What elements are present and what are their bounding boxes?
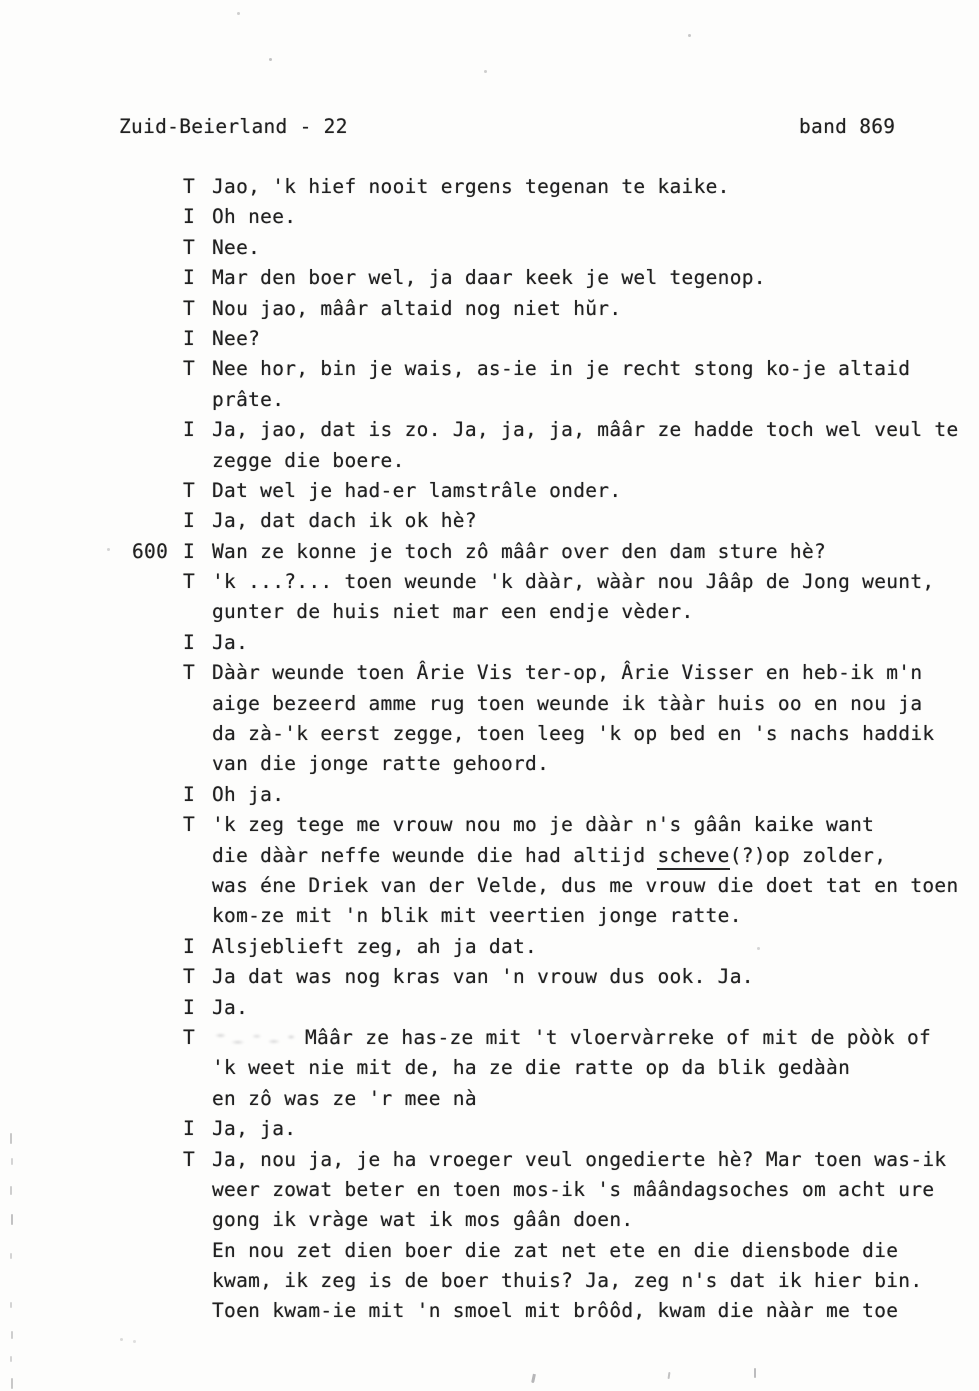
line-text — [212, 446, 977, 476]
line-text — [212, 719, 977, 749]
text-segment: Dat wel je had-er lamstrâle onder. — [212, 478, 622, 502]
transcript-line — [132, 324, 977, 354]
line-text — [212, 1266, 977, 1296]
line-text — [212, 415, 977, 445]
page-header-band-number: band 869 — [799, 115, 896, 138]
line-text — [212, 202, 977, 232]
scan-speck — [757, 947, 760, 950]
transcript-line — [132, 780, 977, 810]
text-segment: die dààr neffe weunde die had altijd — [212, 843, 658, 867]
line-text — [212, 871, 977, 901]
text-segment: Ja. — [212, 630, 249, 654]
text-segment: kom-ze mit 'n blik mit veertien jonge ratte. — [212, 904, 742, 928]
transcript-line — [132, 1023, 977, 1053]
scan-margin-mark — [11, 1331, 13, 1339]
line-text — [212, 233, 977, 263]
text-segment: Mââr ze has-ze mit 't vloervàrreke of mit de pòòk of — [305, 1025, 932, 1049]
speaker-label: I — [183, 205, 196, 229]
text-segment: 'k ...?... toen weunde 'k dààr, wààr nou Jââp de Jong weunt, — [212, 570, 935, 594]
line-text — [212, 1053, 977, 1083]
transcript-line — [132, 628, 977, 658]
transcript-line — [132, 446, 977, 476]
transcript-line — [132, 841, 977, 871]
text-segment: Jao, 'k hief nooit ergens tegenan te kaike. — [212, 175, 730, 198]
transcript-line — [132, 1175, 977, 1205]
text-segment: Oh ja. — [212, 782, 285, 806]
text-segment: zegge die boere. — [212, 448, 405, 472]
scan-apostrophe-mark — [668, 1372, 671, 1379]
line-text — [212, 294, 977, 324]
line-text — [212, 780, 977, 810]
speaker-label: T — [183, 357, 196, 381]
text-segment: Oh nee. — [212, 205, 297, 229]
speaker-label: T — [183, 1025, 196, 1049]
line-text — [212, 689, 977, 719]
transcript-line — [132, 1053, 977, 1083]
speaker-label: T — [183, 661, 196, 685]
text-segment: was éne Driek van der Velde, dus me vrouw die doet tat en toen — [212, 873, 959, 897]
speaker-label: I — [183, 1117, 196, 1141]
text-segment: weer zowat beter en toen mos-ik 's mâândagsoches om acht ure — [212, 1177, 935, 1201]
transcript-line — [132, 597, 977, 627]
line-text — [212, 932, 977, 962]
transcript-line — [132, 294, 977, 324]
transcript-line — [132, 1205, 977, 1235]
transcript-line — [132, 1296, 977, 1326]
transcript-line — [132, 689, 977, 719]
line-text — [212, 841, 977, 871]
scan-comma-mark — [531, 1374, 536, 1383]
transcript-line — [132, 233, 977, 263]
text-segment: gong ik vràge wat ik mos gâân doen. — [212, 1208, 634, 1232]
transcript-line — [132, 810, 977, 840]
speaker-label: I — [183, 509, 196, 533]
speaker-label: T — [183, 813, 196, 837]
transcript-line — [132, 263, 977, 293]
text-segment: kwam, ik zeg is de boer thuis? Ja, zeg n's dat ik hier bin. — [212, 1269, 923, 1293]
scan-margin-mark — [11, 1214, 13, 1225]
transcript-line — [132, 1266, 977, 1296]
scan-margin-mark — [10, 1356, 12, 1362]
transcript-line — [132, 506, 977, 536]
speaker-label: I — [183, 539, 196, 563]
transcript-line — [132, 1236, 977, 1266]
text-segment: En nou zet dien boer die zat net ete en die diensbode die — [212, 1238, 899, 1262]
text-segment: van die jonge ratte gehoord. — [212, 752, 550, 776]
text-segment: Nou jao, mââr altaid nog niet hŭr. — [212, 296, 622, 320]
line-text — [212, 506, 977, 536]
scan-margin-mark — [10, 1253, 12, 1259]
text-segment: Dààr weunde toen Ârie Vis ter-op, Ârie Visser en heb-ik m'n — [212, 661, 923, 685]
text-segment: Toen kwam-ie mit 'n smoel mit brôôd, kwam die nààr me toe — [212, 1299, 899, 1323]
scan-margin-mark — [11, 1378, 13, 1389]
text-segment: Ja, dat dach ik ok hè? — [212, 509, 477, 533]
text-segment: Ja, nou ja, je ha vroeger veul ongedierte hè? Mar toen was-ik — [212, 1147, 947, 1171]
speaker-label: T — [183, 175, 196, 198]
text-segment: aige bezeerd amme rug toen weunde ik tààr huis oo en nou ja — [212, 691, 923, 715]
transcript-line — [132, 1084, 977, 1114]
line-text — [212, 1023, 977, 1053]
line-text — [212, 263, 977, 293]
scan-speck — [107, 548, 110, 551]
line-text — [212, 385, 977, 415]
text-segment: gunter de huis niet mar een endje vèder. — [212, 600, 694, 624]
scan-margin-mark — [10, 1186, 12, 1195]
line-text — [212, 537, 977, 567]
scan-margin-mark — [10, 1133, 12, 1144]
speaker-label: T — [183, 478, 196, 502]
transcript — [132, 172, 977, 1327]
text-segment: prâte. — [212, 387, 285, 411]
transcript-line — [132, 1145, 977, 1175]
transcript-line — [132, 415, 977, 445]
text-segment: Nee? — [212, 326, 261, 350]
text-segment: da zà-'k eerst zegge, toen leeg 'k op bed en 's nachs haddik — [212, 722, 935, 746]
scan-speck — [484, 70, 487, 73]
text-segment: Ja, ja. — [212, 1117, 297, 1141]
transcript-line — [132, 993, 977, 1023]
transcript-line — [132, 871, 977, 901]
transcript-line — [132, 658, 977, 688]
text-segment: 'k zeg tege me vrouw nou mo je dààr n's gâân kaike want — [212, 813, 875, 837]
line-text — [212, 628, 977, 658]
line-text — [212, 1296, 977, 1326]
speaker-label: I — [183, 782, 196, 806]
speaker-label: I — [183, 266, 196, 290]
speaker-label: T — [183, 570, 196, 594]
speaker-label: I — [183, 934, 196, 958]
text-segment: Ja dat was nog kras van 'n vrouw dus ook. Ja. — [212, 965, 754, 989]
text-segment: Ja, jao, dat is zo. Ja, ja, ja, mââr ze hadde toch wel veul te — [212, 418, 959, 442]
speaker-label: I — [183, 995, 196, 1019]
line-text — [212, 1084, 977, 1114]
speaker-label: I — [183, 418, 196, 442]
transcript-line — [132, 202, 977, 232]
line-text — [212, 1145, 977, 1175]
scan-tick-mark — [754, 1368, 756, 1378]
line-text — [212, 658, 977, 688]
text-segment: Nee. — [212, 235, 261, 259]
line-text — [212, 567, 977, 597]
transcript-line — [132, 172, 977, 202]
transcript-line — [132, 962, 977, 992]
line-text — [212, 901, 977, 931]
text-segment: Ja. — [212, 995, 249, 1019]
scan-margin-mark — [10, 1302, 12, 1308]
text-segment: 'k weet nie mit de, ha ze die ratte op da blik gedààn — [212, 1056, 851, 1080]
transcript-line — [132, 719, 977, 749]
speaker-label: I — [183, 326, 196, 350]
underlined-word: scheve — [657, 844, 729, 870]
line-text — [212, 1205, 977, 1235]
text-segment: en zô was ze 'r mee nà — [212, 1086, 477, 1110]
erased-smudge — [212, 1031, 298, 1046]
speaker-label: T — [183, 296, 196, 320]
speaker-label: T — [183, 235, 196, 259]
line-text — [212, 1114, 977, 1144]
transcript-line — [132, 537, 977, 567]
speaker-label: I — [183, 630, 196, 654]
scan-speck — [237, 12, 240, 15]
line-text — [212, 810, 977, 840]
speaker-label: T — [183, 1147, 196, 1171]
speaker-label: T — [183, 965, 196, 989]
line-text — [212, 1175, 977, 1205]
page-header-location: Zuid-Beierland - 22 — [119, 115, 348, 138]
transcript-line — [132, 932, 977, 962]
scan-speck — [688, 34, 691, 37]
text-segment: Mar den boer wel, ja daar keek je wel tegenop. — [212, 266, 766, 290]
line-text — [212, 993, 977, 1023]
transcript-line — [132, 567, 977, 597]
line-text — [212, 597, 977, 627]
transcript-line — [132, 1114, 977, 1144]
text-segment: Wan ze konne je toch zô mââr over den dam sture hè? — [212, 539, 827, 563]
line-text — [212, 962, 977, 992]
scan-margin-mark — [11, 1158, 13, 1165]
line-number: 600 — [132, 539, 169, 563]
text-segment: (?)op zolder, — [729, 843, 887, 867]
text-segment: Nee hor, bin je wais, as-ie in je recht stong ko-je altaid — [212, 357, 911, 381]
transcript-line — [132, 749, 977, 779]
transcript-line — [132, 476, 977, 506]
scan-speck — [269, 58, 272, 61]
line-text — [212, 749, 977, 779]
transcript-line — [132, 354, 977, 384]
scan-speck — [120, 1338, 123, 1341]
line-text — [212, 172, 977, 202]
line-text — [212, 1236, 977, 1266]
transcript-line — [132, 901, 977, 931]
line-text — [212, 324, 977, 354]
scan-speck — [133, 1340, 136, 1343]
transcript-line — [132, 385, 977, 415]
text-segment: Alsjeblieft zeg, ah ja dat. — [212, 934, 538, 958]
line-text — [212, 476, 977, 506]
line-text — [212, 354, 977, 384]
